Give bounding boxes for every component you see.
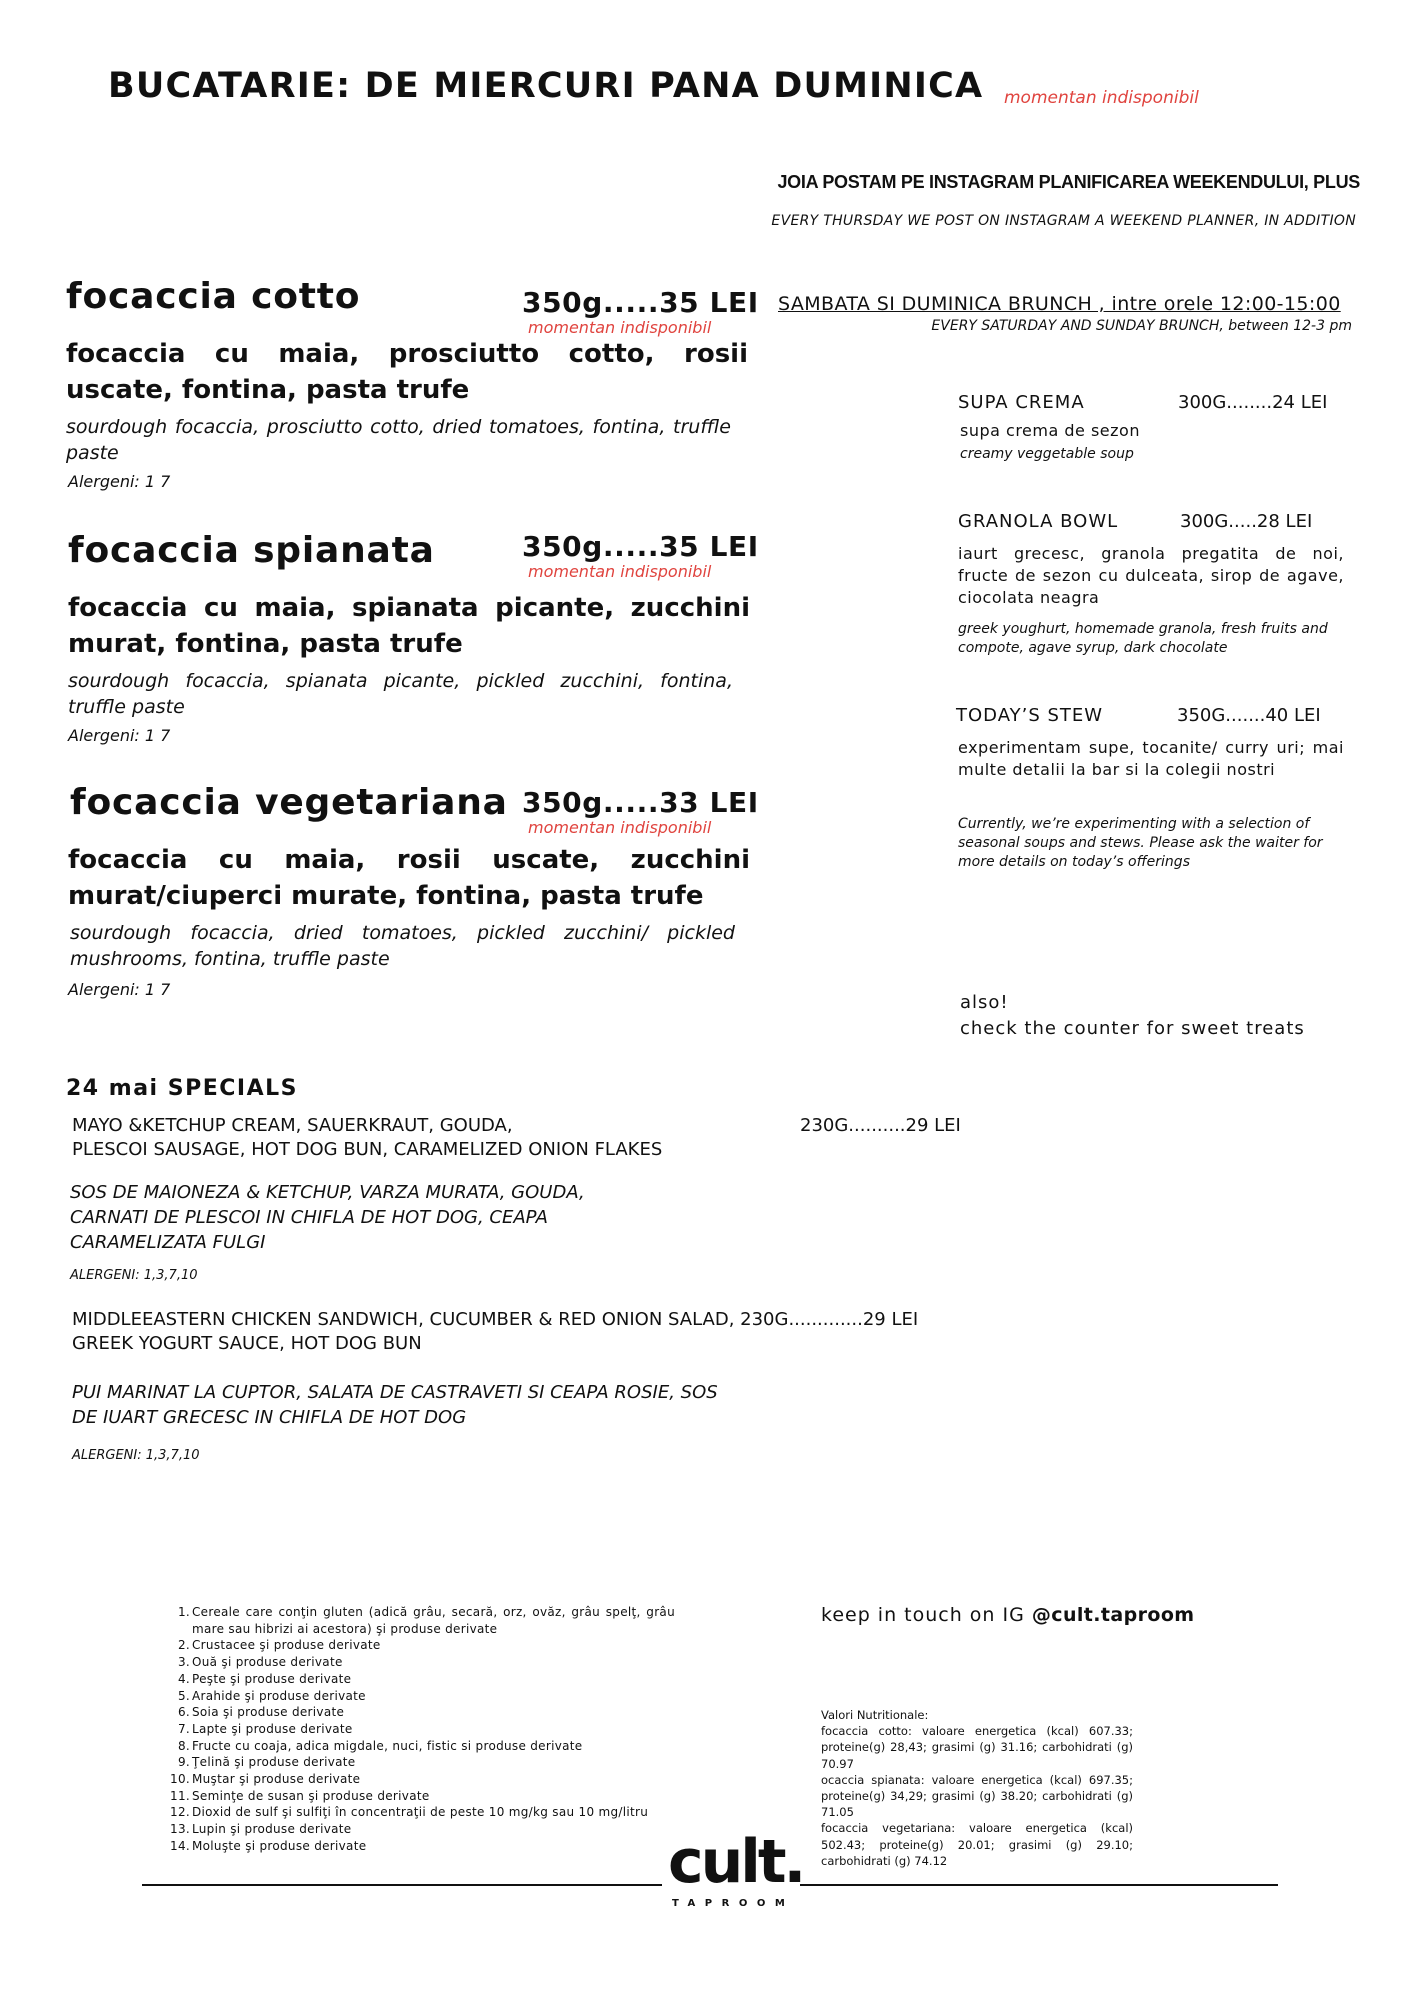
item-price: 350g.....35 LEI [522,286,759,319]
allergen-entry: 14. Moluşte şi produse derivate [170,1838,367,1853]
brunch-title: SAMBATA SI DUMINICA BRUNCH , intre orele 12:00-15:00 [778,293,1341,315]
brunch-item-description-en: greek youghurt, homemade granola, fresh fruits and compote, agave syrup, dark chocolate [958,621,1328,656]
taproom-logo-subtitle: TAPROOM [672,1898,795,1909]
specials-title: 24 mai SPECIALS [66,1076,298,1101]
item-name: focaccia cotto [66,276,361,317]
item-name: focaccia vegetariana [70,782,508,823]
item-description-ro: focaccia cu maia, rosii uscate, zucchini murat/ciuperci murate, fontina, pasta trufe [68,845,750,911]
special-ro-line: CARAMELIZATA FULGI [70,1232,266,1253]
cult-logo: cult. [668,1827,804,1897]
nutrition-values [821,1707,1133,1869]
allergen-entry: 9. Ţelină şi produse derivate [177,1755,356,1770]
brunch-item-description-ro: iaurt grecesc, granola pregatita de noi, fructe de sezon cu dulceata, sirop de agave, ciocolata neagra [958,544,1344,607]
item-description-ro: focaccia cu maia, prosciutto cotto, rosii uscate, fontina, pasta trufe [66,339,748,405]
page-title: BUCATARIE: DE MIERCURI PANA DUMINICA [108,66,984,106]
footer-divider-right [800,1884,1278,1886]
item-description-en: sourdough focaccia, dried tomatoes, pickled zucchini/ pickled mushrooms, fontina, truffle paste [70,922,735,970]
special-allergens: ALERGENI: 1,3,7,10 [72,1448,200,1463]
special-ro-line: CARNATI DE PLESCOI IN CHIFLA DE HOT DOG, CEAPA [70,1207,548,1228]
item-allergens: Alergeni: 1 7 [68,472,171,491]
nutrition-vegetariana: focaccia vegetariana: valoare energetica (kcal) 502.43; proteine(g) 20.01; grasimi (g) 29.10; carbohidrati (g) 74.12 [821,1821,1133,1868]
sweet-treats-note [960,990,1305,1042]
special-allergens: ALERGENI: 1,3,7,10 [70,1268,198,1283]
instagram-prefix: keep in touch on IG [821,1604,1032,1626]
allergen-entry: 11. Seminţe de susan şi produse derivate [170,1788,430,1803]
item-description-en: sourdough focaccia, spianata picante, pickled zucchini, fontina, truffle paste [68,670,733,718]
item-description-en: sourdough focaccia, prosciutto cotto, dried tomatoes, fontina, truffle paste [66,416,731,464]
item-price: 350g.....33 LEI [522,786,759,819]
brunch-item-description-ro: experimentam supe, tocanite/ curry uri; mai multe detalii la bar si la colegii nostri [958,738,1344,779]
allergen-entry: 10. Muştar şi produse derivate [170,1772,361,1787]
brunch-subtitle: EVERY SATURDAY AND SUNDAY BRUNCH, between 12-3 pm [931,318,1352,334]
item-allergens: Alergeni: 1 7 [68,980,171,999]
special-ro-line: DE IUART GRECESC IN CHIFLA DE HOT DOG [72,1407,467,1428]
brunch-item-price: 300G.....28 LEI [1180,511,1313,532]
instagram-link[interactable]: @cult.taproom [1031,1604,1195,1626]
special-ro-line: PUI MARINAT LA CUPTOR, SALATA DE CASTRAVETI SI CEAPA ROSIE, SOS [72,1382,718,1403]
nutrition-title: Valori Nutritionale: [821,1708,929,1722]
brunch-item-description-en: Currently, we’re experimenting with a selection of seasonal soups and stews. Please ask the waiter for more details on today’s offerings [958,816,1323,870]
allergen-entry: 7. Lapte şi produse derivate [177,1721,353,1736]
allergen-entry: 6. Soia şi produse derivate [177,1705,345,1720]
special-description-line: MIDDLEEASTERN CHICKEN SANDWICH, CUCUMBER & RED ONION SALAD, 230G.............29 LEI [72,1309,919,1330]
allergen-entry: 12. Dioxid de sulf şi sulfiţi în concentraţii de peste 10 mg/kg sau 10 mg/litru [170,1805,649,1820]
also-label: also! [960,992,1009,1013]
item-status: momentan indisponibil [528,562,712,581]
allergen-legend [170,1604,675,1855]
instagram-handle [821,1604,1194,1626]
special-price: 230G..........29 LEI [800,1115,961,1136]
allergen-entry: 3. Ouă şi produse derivate [177,1655,343,1670]
instagram-planner-ro: JOIA POSTAM PE INSTAGRAM PLANIFICAREA WEEKENDULUI, PLUS [777,172,1360,192]
item-allergens: Alergeni: 1 7 [68,726,171,745]
brunch-item-price: 300G........24 LEI [1178,392,1328,413]
allergen-entry: 1. Cereale care conţin gluten (adică grâu, secară, orz, ovăz, grâu spelţ, grâu mare sau hibrizi ai acestora) şi produse derivate [177,1605,675,1636]
allergen-entry: 8. Fructe cu coaja, adica migdale, nuci, fistic si produse derivate [177,1738,583,1753]
item-status: momentan indisponibil [528,818,712,837]
special-description-line: PLESCOI SAUSAGE, HOT DOG BUN, CARAMELIZED ONION FLAKES [72,1139,663,1160]
item-name: focaccia spianata [68,530,435,571]
nutrition-cotto: focaccia cotto: valoare energetica (kcal) 607.33; proteine(g) 28,43; grasimi (g) 31.16; carbohidrati (g) 70.97 [821,1724,1133,1771]
brunch-item-description-en: creamy veggetable soup [960,446,1134,462]
instagram-planner-en: EVERY THURSDAY WE POST ON INSTAGRAM A WEEKEND PLANNER, IN ADDITION [771,213,1356,229]
brunch-item-description-ro: supa crema de sezon [960,421,1140,440]
brunch-item-name: TODAY’S STEW [956,705,1104,726]
special-description-line: MAYO &KETCHUP CREAM, SAUERKRAUT, GOUDA, [72,1115,513,1136]
special-description-line: GREEK YOGURT SAUCE, HOT DOG BUN [72,1333,422,1354]
item-status: momentan indisponibil [528,318,712,337]
brunch-item-name: GRANOLA BOWL [958,511,1119,532]
allergen-entry: 13. Lupin şi produse derivate [170,1822,352,1837]
allergen-entry: 4. Peşte şi produse derivate [177,1671,352,1686]
item-price: 350g.....35 LEI [522,530,759,563]
special-ro-line: SOS DE MAIONEZA & KETCHUP, VARZA MURATA, GOUDA, [70,1182,585,1203]
footer-divider-left [142,1884,662,1886]
brunch-item-name: SUPA CREMA [958,392,1085,413]
sweet-treats-text: check the counter for sweet treats [960,1018,1305,1039]
allergen-entry: 5. Arahide şi produse derivate [177,1688,366,1703]
brunch-item-price: 350G.......40 LEI [1177,705,1321,726]
nutrition-spianata: ocaccia spianata: valoare energetica (kcal) 697.35; proteine(g) 34,29; grasimi (g) 38.20; carbohidrati (g) 71.05 [821,1772,1133,1820]
allergen-entry: 2. Crustacee şi produse derivate [177,1638,381,1653]
item-description-ro: focaccia cu maia, spianata picante, zucchini murat, fontina, pasta trufe [68,593,750,659]
kitchen-status: momentan indisponibil [1004,88,1199,108]
